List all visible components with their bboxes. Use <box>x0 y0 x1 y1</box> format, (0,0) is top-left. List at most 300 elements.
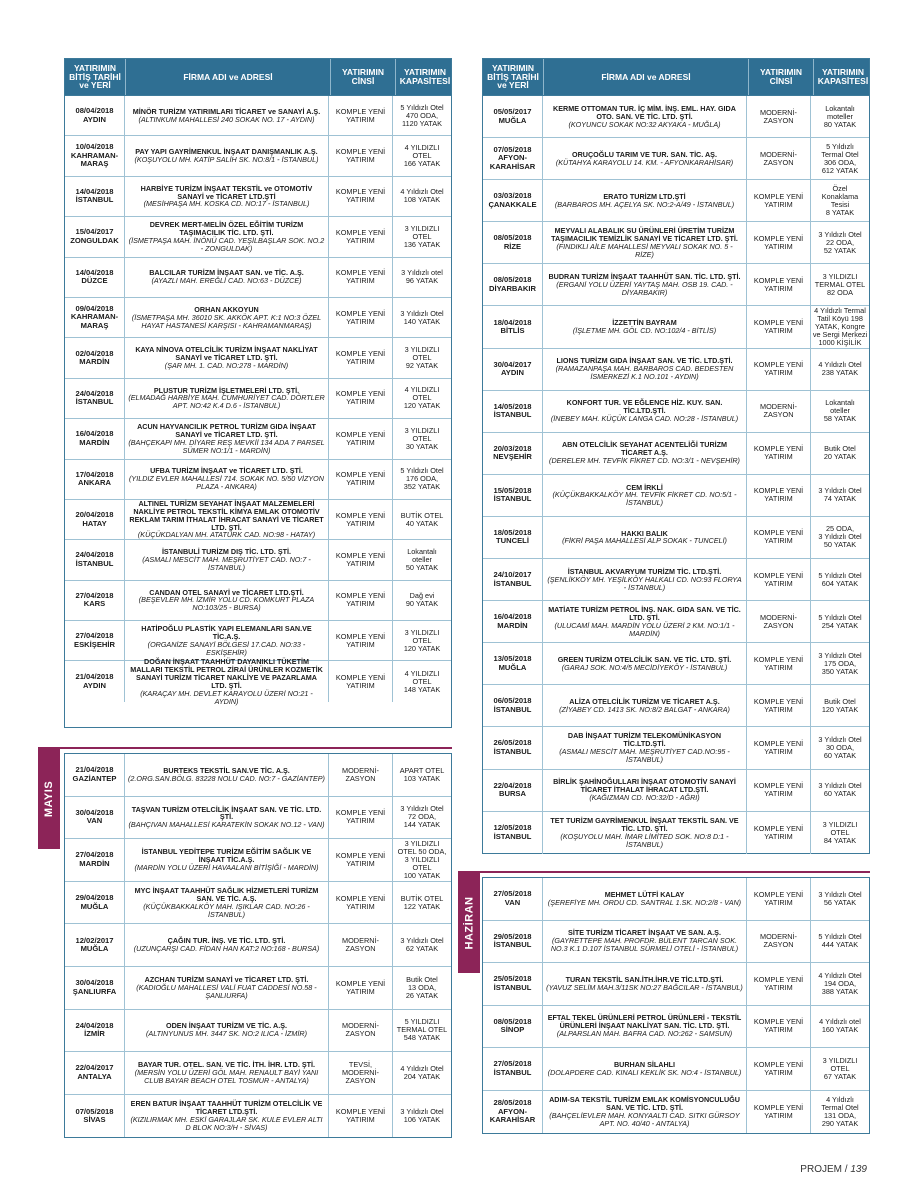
firm-cell <box>125 1052 329 1094</box>
firm-address: (KADIOĞLU MAHALLESİ VALİ FUAT CADDESİ NO.58 - ŞANLIURFA) <box>136 982 317 1000</box>
firm-cell <box>125 298 329 337</box>
firm-name: ORUÇOĞLU TARIM VE TUR. SAN. TİC. AŞ. <box>572 149 717 159</box>
investment-capacity: 3 YILDIZLI OTEL 50 ODA, 3 YILDIZLI OTEL 100 YATAK <box>397 838 447 880</box>
investment-date-location: 08/04/2018 AYDIN <box>65 96 125 135</box>
table-row <box>65 500 451 540</box>
firm-cell <box>543 1091 747 1134</box>
investment-capacity: Lokantalı oteller 58 YATAK <box>823 398 857 424</box>
firm-address: (DERELER MH. TEVFİK FİKRET CD. NO:3/1 - NEVŞEHİR) <box>549 456 740 466</box>
firm-name: AZCHAN TURİZM SANAYİ ve TİCARET LTD. ŞTİ. <box>144 974 309 984</box>
table-row <box>483 921 869 964</box>
firm-cell <box>125 540 329 579</box>
investment-date-location: 24/04/2018 İZMİR <box>65 1010 125 1052</box>
investment-date-location: 21/04/2018 GAZİANTEP <box>65 754 125 796</box>
investment-date-location: 14/04/2018 İSTANBUL <box>65 177 125 216</box>
firm-cell <box>125 419 329 458</box>
investment-type: KOMPLE YENİ YATIRIM <box>329 967 393 1009</box>
investment-capacity: 5 Yıldızlı Otel 604 YATAK <box>818 570 862 588</box>
table-body <box>483 96 869 854</box>
investment-capacity: 3 Yıldızlı Otel 22 ODA, 52 YATAK <box>818 229 862 255</box>
header-firm: FİRMA ADI ve ADRESİ <box>544 59 749 95</box>
table-row <box>483 559 869 601</box>
investment-date-location: 13/05/2018 MUĞLA <box>483 643 543 684</box>
investment-type: KOMPLE YENİ YATIRIM <box>747 433 811 474</box>
investment-date-location: 03/03/2018 ÇANAKKALE <box>483 180 543 221</box>
firm-name: HARBİYE TURİZM İNŞAAT TEKSTİL ve OTOMOTİV SANAYİ ve TİCARET LTD.ŞTİ <box>140 183 313 201</box>
table-row <box>65 136 451 176</box>
investment-capacity: 5 Yıldızlı Otel 470 ODA, 1120 YATAK <box>400 102 444 128</box>
investment-date-location: 16/04/2018 MARDİN <box>483 601 543 642</box>
investment-date-location: 27/04/2018 KARS <box>65 581 125 620</box>
table-row <box>483 963 869 1006</box>
table-row <box>65 967 451 1010</box>
investment-capacity: 4 Yıldızlı Termal Tatil Köyü 198 YATAK, Kongre ve Sergi Merkezi 1000 KİŞİLİK <box>812 305 868 348</box>
firm-address: (KÜTAHYA KARAYOLU 14. KM. - AFYONKARAHİSAR) <box>555 157 734 167</box>
investment-capacity: Butik Otel 20 YATAK <box>823 444 857 462</box>
firm-name: PAY YAPI GAYRİMENKUL İNŞAAT DANIŞMANLIK A.Ş. <box>135 147 318 157</box>
firm-name: CEM İRKLİ <box>626 482 663 492</box>
investment-type: KOMPLE YENİ YATIRIM <box>747 1048 811 1090</box>
investment-capacity: Lokantalı moteller 80 YATAK <box>823 103 857 129</box>
table-body <box>65 96 451 706</box>
investment-type: KOMPLE YENİ YATIRIM <box>329 882 393 924</box>
firm-name: BUDRAN TURİZM İNŞAAT TAAHHÜT SAN. TİC. LTD. ŞTİ. <box>548 272 741 282</box>
header-date: YATIRIMIN BİTİŞ TARİHİ ve YERİ <box>65 59 126 95</box>
investment-date-location: 29/05/2018 İSTANBUL <box>483 921 543 963</box>
firm-name: ADIM-SA TEKSTİL TURİZM EMLAK KOMİSYONCULUĞU SAN. VE TİC. LTD. ŞTİ. <box>549 1094 740 1112</box>
header-type: YATIRIMIN CİNSİ <box>749 59 814 95</box>
firm-cell <box>125 136 329 175</box>
firm-address: (KOYUNCU SOKAK NO:32 AKYAKA - MUĞLA) <box>568 119 721 129</box>
firm-name: ERATO TURİZM LTD.ŞTİ <box>603 191 686 201</box>
header-date: YATIRIMIN BİTİŞ TARİHİ ve YERİ <box>483 59 544 95</box>
firm-address: (ULUCAMİ MAH. MARDİN YOLU ÜZERİ 2 KM. NO:1/1 - MARDİN) <box>554 620 735 638</box>
firm-address: (ASMALI MESCİT MAH. MEŞRUTİYET CAD.NO:95 - İSTANBUL) <box>559 746 730 764</box>
investment-type: KOMPLE YENİ YATIRIM <box>747 180 811 221</box>
firm-address: (DOLAPDERE CAD. KINALI KEKLİK SK. NO:4 - İSTANBUL) <box>547 1067 742 1077</box>
firm-name: ACUN HAYVANCILIK PETROL TURİZM GIDA İNŞAAT SANAYİ ve TİCARET LTD. ŞTİ. <box>137 421 316 439</box>
firm-name: MATİATE TURİZM PETROL İNŞ. NAK. GIDA SAN. VE TİC. LTD. ŞTİ. <box>548 604 741 622</box>
investment-capacity: Lokantalı oteller 50 YATAK <box>405 546 439 572</box>
investment-type: KOMPLE YENİ YATIRIM <box>329 460 393 499</box>
firm-cell <box>543 727 747 768</box>
firm-name: DEVREK MERT-MELİN ÖZEL EĞİTİM TURİZM TAŞIMACILIK TİC. LTD. ŞTİ. <box>149 220 304 237</box>
firm-name: BURTEKS TEKSTİL SAN.VE TİC. A.Ş. <box>163 765 290 775</box>
investment-date-location: 27/05/2018 İSTANBUL <box>483 1048 543 1090</box>
firm-address: (ERGANİ YOLU ÜZERİ YAYTAŞ MAH. OSB 19. CAD. - DİYARBAKIR) <box>556 279 733 297</box>
firm-cell <box>543 138 747 179</box>
firm-address: (BAHÇEKAPI MH. DİYARE REŞ MEVKİİ 134 ADA 7 PARSEL SÜMER NO:1/1 - MARDİN) <box>128 437 325 455</box>
firm-name: BAYAR TUR. OTEL. SAN. VE TİC. İTH. İHR. LTD. ŞTİ. <box>137 1060 316 1070</box>
investment-capacity: Butik Otel 120 YATAK <box>821 696 859 714</box>
investment-capacity: 3 YILDIZLI OTEL 136 YATAK <box>403 223 441 249</box>
firm-cell <box>543 349 747 390</box>
table-row <box>483 517 869 559</box>
investment-type: MODERNİ- ZASYON <box>747 96 811 137</box>
table-row <box>483 601 869 643</box>
investment-type: KOMPLE YENİ YATIRIM <box>329 1095 393 1138</box>
firm-address: (ZİYABEY CD. 1413 SK. NO:8/2 BALGAT - ANKARA) <box>559 704 730 714</box>
investment-capacity: 3 Yıldızlı otel 96 YATAK <box>401 268 443 286</box>
firm-cell <box>543 1048 747 1090</box>
investment-type: KOMPLE YENİ YATIRIM <box>747 1006 811 1048</box>
firm-address: (BARBAROS MH. AÇELYA SK. NO:2-A/49 - İSTANBUL) <box>554 199 735 209</box>
firm-cell <box>543 812 747 854</box>
investment-type: KOMPLE YENİ YATIRIM <box>329 379 393 418</box>
firm-address: (ŞEREFİYE MH. ORDU CD. SANTRAL 1.SK. NO:2/8 - VAN) <box>547 897 742 907</box>
investment-date-location: 17/04/2018 ANKARA <box>65 460 125 499</box>
investment-type: KOMPLE YENİ YATIRIM <box>747 643 811 684</box>
investment-type: MODERNİ- ZASYON <box>747 391 811 432</box>
firm-name: TURAN TEKSTİL SAN.İTH.İHR.VE TİC.LTD.ŞTİ. <box>565 974 724 984</box>
firm-cell <box>543 601 747 642</box>
investment-type: MODERNİ- ZASYON <box>747 601 811 642</box>
table-row <box>65 419 451 459</box>
table-row <box>483 812 869 854</box>
investment-capacity: Dağ evi 90 YATAK <box>405 591 439 609</box>
firm-address: (RAMAZANPAŞA MAH. BARBAROS CAD. BEDESTEN İSMERKEZİ K.1 NO.101 - AYDIN) <box>555 364 734 382</box>
table-row <box>483 349 869 391</box>
investment-type: MODERNİ- ZASYON <box>747 921 811 963</box>
firm-cell <box>543 559 747 600</box>
firm-cell <box>543 96 747 137</box>
firm-cell <box>543 180 747 221</box>
firm-address: (YILDIZ EVLER MAHALLESİ 714. SOKAK NO. 5/50 VİZYON PLAZA - ANKARA) <box>129 474 324 492</box>
table-row <box>65 754 451 797</box>
investment-type: KOMPLE YENİ YATIRIM <box>329 621 393 660</box>
investment-capacity: 3 YILDIZLI TERMAL OTEL 82 ODA <box>814 271 866 297</box>
investment-type: KOMPLE YENİ YATIRIM <box>329 661 393 701</box>
investment-date-location: 30/04/2018 VAN <box>65 797 125 839</box>
investment-capacity: 5 Yıldızlı Otel 444 YATAK <box>818 932 862 950</box>
firm-cell <box>543 222 747 263</box>
investment-capacity: BUTİK OTEL 122 YATAK <box>400 893 444 911</box>
investment-type: KOMPLE YENİ YATIRIM <box>329 177 393 216</box>
firm-cell <box>125 500 329 539</box>
firm-name: LIONS TURİZM GIDA İNŞAAT SAN. VE TİC. LTD.ŞTİ. <box>556 356 733 366</box>
firm-address: (AYAZLI MAH. EREĞLİ CAD. NO:63 - DÜZCE) <box>151 276 302 286</box>
investment-date-location: 18/05/2018 TUNCELİ <box>483 517 543 558</box>
investment-type: MODERNİ- ZASYON <box>329 754 393 796</box>
firm-address: (YAVUZ SELİM MAH.3/11SK NO:27 BAĞCILAR - İSTANBUL) <box>546 982 743 992</box>
investment-date-location: 20/04/2018 HATAY <box>65 500 125 539</box>
section-tab-haziran: HAZİRAN <box>458 873 480 973</box>
table-row <box>65 460 451 500</box>
investment-date-location: 26/05/2018 İSTANBUL <box>483 727 543 768</box>
firm-cell <box>125 177 329 216</box>
table-row <box>65 1095 451 1138</box>
firm-name: KERME OTTOMAN TUR. İÇ MİM. İNŞ. EML. HAY. GIDA OTO. SAN. VE TİC. LTD. ŞTİ. <box>553 103 736 121</box>
investment-type: KOMPLE YENİ YATIRIM <box>747 264 811 305</box>
investment-capacity: 5 Yıldızlı Otel 254 YATAK <box>818 612 862 630</box>
investment-date-location: 08/05/2018 SİNOP <box>483 1006 543 1048</box>
firm-name: KONFORT TUR. VE EĞLENCE HİZ. KUY. SAN. TİC.LTD.ŞTİ. <box>566 398 723 416</box>
table-row <box>65 177 451 217</box>
investment-type: MODERNİ- ZASYON <box>329 924 393 966</box>
header-type: YATIRIMIN CİNSİ <box>331 59 396 95</box>
table-body <box>483 878 869 1133</box>
firm-cell <box>125 460 329 499</box>
table-row <box>483 391 869 433</box>
firm-address: (ŞAR MH. 1. CAD. NO:278 - MARDİN) <box>164 361 289 370</box>
investment-date-location: 07/05/2018 SİVAS <box>65 1095 125 1138</box>
firm-cell <box>543 264 747 305</box>
investment-type: KOMPLE YENİ YATIRIM <box>329 136 393 175</box>
investment-date-location: 08/05/2018 DİYARBAKIR <box>483 264 543 305</box>
table-row <box>483 1091 869 1134</box>
firm-address: (BAHÇELİEVLER MAH. KONYAALTI CAD. SITKI GÜRSOY APT. NO. 40/40 - ANTALYA) <box>549 1110 740 1128</box>
firm-cell <box>125 379 329 418</box>
firm-address: (ASMALI MESCİT MAH. MEŞRUTİYET CAD. NO:7 - İSTANBUL) <box>142 555 311 572</box>
firm-name: KAYA NİNOVA OTELCİLİK TURİZM İNŞAAT NAKLİYAT SANAYİ ve TİCARET LTD. ŞTİ. <box>135 345 318 363</box>
firm-cell <box>543 391 747 432</box>
firm-name: BALCILAR TURİZM İNŞAAT SAN. ve TİC. A.Ş. <box>149 268 304 278</box>
firm-cell <box>125 797 329 839</box>
table-row <box>483 96 869 138</box>
table-row <box>65 298 451 338</box>
table-row <box>483 180 869 222</box>
investment-capacity: 4 YILDIZLI OTEL 148 YATAK <box>403 668 441 694</box>
investment-date-location: 02/04/2018 MARDİN <box>65 338 125 377</box>
table-row <box>65 1052 451 1095</box>
investment-date-location: 30/04/2017 AYDIN <box>483 349 543 390</box>
page-number: 139 <box>850 1164 867 1175</box>
investment-type: KOMPLE YENİ YATIRIM <box>329 839 393 881</box>
investment-date-location: 09/04/2018 KAHRAMAN- MARAŞ <box>65 298 125 337</box>
firm-name: CANDAN OTEL SANAYİ ve TİCARET LTD.ŞTİ. <box>149 587 304 597</box>
investment-capacity: 3 Yıldızlı Otel 106 YATAK <box>400 1107 444 1125</box>
investment-date-location: 24/04/2018 İSTANBUL <box>65 540 125 579</box>
investment-type: KOMPLE YENİ YATIRIM <box>329 258 393 297</box>
investment-capacity: 4 Yıldızlı Otel 108 YATAK <box>400 187 444 205</box>
investment-capacity: 3 Yıldızlı Otel 60 YATAK <box>818 781 862 799</box>
firm-name: MİNÖR TURİZM YATIRIMLARI TİCARET ve SANAYİ A.Ş. <box>132 106 321 116</box>
investment-capacity: APART OTEL 103 YATAK <box>399 765 445 783</box>
firm-cell <box>543 433 747 474</box>
firm-cell <box>125 1010 329 1052</box>
firm-address: (2.ORG.SAN.BÖLG. 83228 NOLU CAD. NO:7 - GAZİANTEP) <box>128 773 325 783</box>
firm-name: ALTINEL TURİZM SEYAHAT İNŞAAT MALZEMELERİ NAKLİYE PETROL TEKSTİL KİMYA EMLAK OTOMOTİV REKLAM TARIM İTHALAT İHRACAT SANAYİ VE TİCARET LTD. ŞTİ. <box>129 498 324 532</box>
investment-type: KOMPLE YENİ YATIRIM <box>747 727 811 768</box>
firm-name: DAB İNŞAAT TURİZM TELEKOMÜNİKASYON TİC.LTD.ŞTİ. <box>567 731 722 749</box>
investment-capacity: 4 Yıldızlı otel 160 YATAK <box>819 1017 861 1035</box>
table-row <box>65 96 451 136</box>
firm-name: GREEN TURİZM OTELCİLİK SAN. VE TİC. LTD. ŞTİ. <box>557 654 732 664</box>
firm-address: (KÜÇÜKDALYAN MH. ATATÜRK CAD. NO:98 - HATAY) <box>137 530 316 540</box>
firm-address: (MESİHPAŞA MH. KOSKA CD. NO:17 - İSTANBUL) <box>143 199 310 209</box>
investment-date-location: 06/05/2018 İSTANBUL <box>483 685 543 726</box>
firm-address: (FINDIKLI AİLE MAHALLESİ MEYVALI SOKAK NO. 5 - RİZE) <box>556 241 733 259</box>
investment-date-location: 27/04/2018 ESKİŞEHİR <box>65 621 125 660</box>
investment-date-location: 18/04/2018 BİTLİS <box>483 306 543 347</box>
table-row <box>483 643 869 685</box>
investment-date-location: 15/04/2017 ZONGULDAK <box>65 217 125 256</box>
header-firm: FİRMA ADI ve ADRESİ <box>126 59 331 95</box>
left-table <box>64 58 452 728</box>
firm-address: (KIZILIRMAK MH. ESKİ GARAJLAR SK. KULE EVLER ALTI D BLOK NO:3/H - SİVAS) <box>130 1115 323 1132</box>
investment-capacity: 3 Yıldızlı Otel 74 YATAK <box>818 486 862 504</box>
firm-name: EFTAL TEKEL ÜRÜNLERİ PETROL ÜRÜNLERİ - TEKSTİL ÜRÜNLERİ İNŞAAT NAKLİYAT SAN. TİC. LTD. ŞTİ. <box>547 1013 742 1031</box>
firm-address: (ALPARSLAN MAH. BAFRA CAD. NO:262 - SAMSUN) <box>556 1029 733 1039</box>
investment-capacity: 4 Yıldızlı Otel 238 YATAK <box>818 360 862 378</box>
table-row <box>483 727 869 769</box>
investment-capacity: Butik Otel 13 ODA, 26 YATAK <box>405 974 439 1000</box>
investment-date-location: 28/05/2018 AFYON- KARAHİSAR <box>483 1091 543 1134</box>
table-row <box>483 685 869 727</box>
right-table-june <box>482 877 870 1134</box>
investment-type: KOMPLE YENİ YATIRIM <box>747 685 811 726</box>
investment-date-location: 25/05/2018 İSTANBUL <box>483 963 543 1005</box>
section-divider <box>38 747 452 749</box>
firm-name: MEHMET LÜTFİ KALAY <box>604 889 685 899</box>
investment-capacity: 25 ODA, 3 Yıldızlı Otel 50 YATAK <box>818 524 862 550</box>
investment-type: KOMPLE YENİ YATIRIM <box>329 500 393 539</box>
investment-date-location: 22/04/2017 ANTALYA <box>65 1052 125 1094</box>
firm-cell <box>543 770 747 811</box>
firm-address: (KOŞUYOLU MH. KATİP SALİH SK. NO:8/1 - İSTANBUL) <box>134 155 319 165</box>
table-row <box>483 475 869 517</box>
firm-address: (ALTINYUNUS MH. 3447 SK. NO:2 ILICA - İZMİR) <box>146 1029 307 1039</box>
investment-date-location: 27/05/2018 VAN <box>483 878 543 920</box>
firm-address: (KÜÇÜKBAKKALKÖY MH. TEVFİK FİKRET CD. NO:5/1 - İSTANBUL) <box>552 490 737 508</box>
investment-capacity: 3 YILDIZLI OTEL 30 YATAK <box>404 425 440 451</box>
investment-capacity: 3 YILDIZLI OTEL 120 YATAK <box>403 627 441 653</box>
investment-capacity: BUTİK OTEL 40 YATAK <box>400 510 444 528</box>
firm-name: MEYVALI ALABALIK SU ÜRÜNLERİ ÜRETİM TURİZM TAŞIMACILIK TEMİZLİK SANAYİ VE TİCARET LTD. ŞTİ. <box>551 225 738 243</box>
investment-date-location: 14/05/2018 İSTANBUL <box>483 391 543 432</box>
firm-address: (ORGANİZE SANAYİ BÖLGESİ 17.CAD. NO:33 - ESKİŞEHİR) <box>147 639 306 657</box>
firm-cell <box>543 921 747 963</box>
firm-address: (İSMETPAŞA MH. 36010 SK. AKKÖK APT. K:1 NO:3 ÖZEL HAYAT HASTANESİ KARŞISI - KAHRAMANMARAŞ) <box>131 312 322 330</box>
firm-cell <box>125 924 329 966</box>
table-row <box>65 656 451 706</box>
firm-name: İSTANBUL YEDİTEPE TURİZM EĞİTİM SAĞLIK VE İNŞAAT TİC.A.Ş. <box>141 847 312 865</box>
table-row <box>65 581 451 621</box>
firm-cell <box>543 643 747 684</box>
header-capacity: YATIRIMIN KAPASİTESİ <box>817 67 869 86</box>
firm-name: İSTANBUL AKVARYUM TURİZM TİC. LTD.ŞTİ. <box>567 566 722 576</box>
firm-name: HAKKI BALIK <box>621 528 668 538</box>
table-row <box>65 217 451 257</box>
firm-address: (BAHÇIVAN MAHALLESİ KARATEKİN SOKAK NO.12 - VAN) <box>128 820 325 830</box>
page-footer <box>800 1164 867 1175</box>
investment-type: KOMPLE YENİ YATIRIM <box>747 963 811 1005</box>
firm-name: ABN OTELCİLİK SEYAHAT ACENTELİĞİ TURİZM TİCARET A.Ş. <box>561 440 728 458</box>
firm-cell <box>125 754 329 796</box>
table-row <box>483 306 869 348</box>
firm-name: BİRLİK ŞAHİNOĞULLARI İNŞAAT OTOMOTİV SANAYİ TİCARET İTHALAT İHRACAT LTD.ŞTİ. <box>553 777 736 795</box>
investment-capacity: 3 Yıldızlı Otel 62 YATAK <box>400 936 444 954</box>
table-row <box>65 839 451 882</box>
firm-cell <box>543 306 747 347</box>
investment-date-location: 30/04/2018 ŞANLIURFA <box>65 967 125 1009</box>
investment-date-location: 07/05/2018 AFYON- KARAHİSAR <box>483 138 543 179</box>
firm-address: (ŞENLİKKÖY MH. YEŞİLKÖY HALKALI CD. NO:93 FLORYA - İSTANBUL) <box>547 574 742 592</box>
table-row <box>483 1048 869 1091</box>
firm-name: PLUSTUR TURİZM İŞLETMELERİ LTD. ŞTİ. <box>153 385 300 395</box>
table-header <box>65 59 451 96</box>
table-row <box>65 338 451 378</box>
firm-address: (İSMETPAŞA MAH. İNÖNÜ CAD. YEŞİLBAŞLAR SOK. NO.2 - ZONGULDAK) <box>128 235 325 253</box>
footer-brand: PROJEM / <box>800 1164 848 1175</box>
firm-address: (İŞLETME MH. GÖL CD. NO:102/4 - BİTLİS) <box>572 326 717 336</box>
table-row <box>65 882 451 925</box>
table-row <box>65 258 451 298</box>
firm-name: İZZETTİN BAYRAM <box>612 318 677 328</box>
investment-date-location: 21/04/2018 AYDIN <box>65 661 125 701</box>
firm-name: SİTE TURİZM TİCARET İNŞAAT VE SAN. A.Ş. <box>568 928 721 938</box>
investment-date-location: 14/04/2018 DÜZCE <box>65 258 125 297</box>
investment-capacity: 5 Yıldızlı Otel 176 ODA, 352 YATAK <box>400 466 444 492</box>
right-table <box>482 58 870 854</box>
firm-cell <box>125 882 329 924</box>
firm-cell <box>543 963 747 1005</box>
table-row <box>483 1006 869 1049</box>
investment-date-location: 12/02/2017 MUĞLA <box>65 924 125 966</box>
investment-date-location: 24/10/2017 İSTANBUL <box>483 559 543 600</box>
investment-type: TEVSİ, MODERNİ- ZASYON <box>329 1052 393 1094</box>
table-row <box>65 797 451 840</box>
firm-name: ÇAĞIN TUR. İNŞ. VE TİC. LTD. ŞTİ. <box>167 936 286 946</box>
firm-address: (MARDİN YOLU ÜZERİ HAVAALANI BİTİŞİĞİ - MARDİN) <box>134 862 319 872</box>
investment-type: KOMPLE YENİ YATIRIM <box>329 217 393 256</box>
table-header <box>483 59 869 96</box>
firm-address: (GARAJ SOK. NO:4/5 MECİDİYEKÖY - İSTANBUL) <box>561 662 728 672</box>
firm-cell <box>125 967 329 1009</box>
investment-type: KOMPLE YENİ YATIRIM <box>747 878 811 920</box>
firm-cell <box>543 878 747 920</box>
investment-capacity: 3 YILDIZLI OTEL 84 YATAK <box>822 819 858 845</box>
investment-type: KOMPLE YENİ YATIRIM <box>747 349 811 390</box>
investment-capacity: 3 Yıldızlı Otel 30 ODA, 60 YATAK <box>818 734 862 760</box>
investment-capacity: 3 Yıldızlı Otel 140 YATAK <box>400 308 444 326</box>
investment-capacity: 4 Yıldızlı Otel 194 ODA, 388 YATAK <box>818 970 862 996</box>
section-tab-mayis: MAYIS <box>38 749 60 849</box>
firm-cell <box>125 258 329 297</box>
firm-name: MYC İNŞAAT TAAHHÜT SAĞLIK HİZMETLERİ TURİZM SAN. VE TİC. A.Ş. <box>134 885 319 903</box>
investment-capacity: 4 Yıldızlı Termal Otel 131 ODA, 290 YATAK <box>821 1094 859 1128</box>
firm-name: ALİZA OTELCİLİK TURİZM VE TİCARET A.Ş. <box>569 696 720 706</box>
investment-capacity: 4 Yıldızlı Otel 204 YATAK <box>400 1063 444 1081</box>
investment-type: KOMPLE YENİ YATIRIM <box>329 338 393 377</box>
investment-capacity: 3 Yıldızlı Otel 72 ODA, 144 YATAK <box>400 804 444 830</box>
firm-address: (UZUNÇARŞI CAD. FİDAN HAN KAT:2 NO:168 - BURSA) <box>133 944 320 954</box>
investment-type: KOMPLE YENİ YATIRIM <box>747 306 811 347</box>
firm-cell <box>125 839 329 881</box>
investment-type: KOMPLE YENİ YATIRIM <box>747 559 811 600</box>
firm-address: (KARAÇAY MH. DEVLET KARAYOLU ÜZERİ NO:21 - AYDIN) <box>140 688 313 706</box>
investment-date-location: 20/03/2018 NEVŞEHİR <box>483 433 543 474</box>
firm-address: (GAYRETTEPE MAH. PROFDR. BÜLENT TARCAN SOK. NO.3 K.1 D.107 İSTANBUL SÜRMELİ OTELİ - İSTANBUL) <box>550 936 739 954</box>
investment-type: KOMPLE YENİ YATIRIM <box>329 540 393 579</box>
table-row <box>483 264 869 306</box>
investment-type: KOMPLE YENİ YATIRIM <box>747 770 811 811</box>
investment-type: KOMPLE YENİ YATIRIM <box>747 1091 811 1134</box>
investment-capacity: 3 Yıldızlı Otel 56 YATAK <box>818 889 862 907</box>
investment-type: KOMPLE YENİ YATIRIM <box>329 96 393 135</box>
investment-type: KOMPLE YENİ YATIRIM <box>747 222 811 263</box>
investment-capacity: 5 Yıldızlı Termal Otel 306 ODA, 612 YATAK <box>821 141 859 175</box>
investment-date-location: 08/05/2018 RİZE <box>483 222 543 263</box>
firm-name: UFBA TURİZM İNŞAAT ve TİCARET LTD. ŞTİ. <box>150 466 303 476</box>
investment-date-location: 24/04/2018 İSTANBUL <box>65 379 125 418</box>
investment-date-location: 16/04/2018 MARDİN <box>65 419 125 458</box>
table-row <box>483 433 869 475</box>
firm-address: (İNEBEY MAH. KÜÇÜK LANGA CAD. NO:28 - İSTANBUL) <box>550 414 739 424</box>
section-divider <box>458 871 870 873</box>
table-row <box>483 770 869 812</box>
firm-cell <box>125 1095 329 1138</box>
